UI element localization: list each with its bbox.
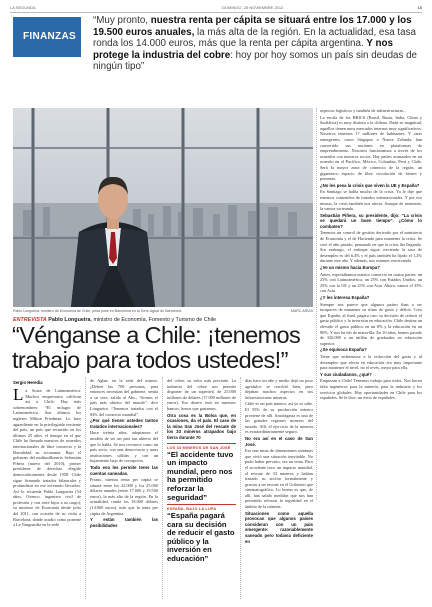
lead-quote [93, 15, 423, 73]
body-column-3 [167, 378, 236, 594]
question: Sebastián Piñera, su presidente, dijo: “La crisis se quedará un buen tiempo”. ¿Cómo lo combaten? [320, 212, 422, 229]
column-divider [240, 377, 241, 599]
issue-date: DOMINGO, 25 NOVIEMBRE 2012 [222, 5, 284, 10]
photo-caption [13, 309, 313, 313]
interview-photo [13, 108, 313, 307]
body-paragraph: Tiene que enfrentarse a la reducción del gasto y al desempleo que afecta en educación era muy importante para mantener el nivel, no el revés, mejor para ella. [320, 353, 422, 371]
question: Situaciones como aquella provocan que algunos países consideran con un país emergente: razonablemente saneado pero todavía deficiente en [245, 510, 313, 544]
body-paragraph: días hace un año y medio dejó un poso agridulce: se resolvió bien, pero dejaban muchos aspectos en sus infraestructuras mineras. [245, 378, 313, 400]
body-paragraph: del cobre, su valor más preciado. La industria del cobre nos permite disponer de un superávit de 25.000 millones de dólares (17.000 millones de euros). Ese dinero está en nuestros bancos, bonos que gastamos. [167, 378, 236, 411]
headline-line: trabajo para todos ustedes!” [12, 347, 288, 373]
body-text: a Suiza de Latinoamérica. Muchos empresarios califican así a Chile. Hay más sobrenombres: “El milagro de Latinoamérica. Son últimos los ingleses Milton Friedman. Lo hizo aguardiente en la privilegiada vertiente del país, un país que recurrido en los últimos 25 años, el tiempo en el que Chile ha firmado nuestros de acuerdos internacionales de libre comercio y la liberalidad su economía. Bajo el gobierno del multimillonario Sebastián Piñera (nuevo del 2010), primer presidente de derechas elegido democráticamente desde 1958. Chile sigue firmando tratados bilaterales y profundizar en ese escenario llevarlos. Así lo recuerda Pablo Longueira (54 años, Ovenco, ingeniero civil de profesión y con siete hijos a su cargo), su ministro de Economía desde julio del 2011, con ocasión de su visita a Barcelona, donde acudió como ponente a La Vanguardia en la sede [13, 388, 81, 528]
pullquote-text: “El accidente tuvo un impacto mundial, pero nos ha permitido reforzar la seguridad” [167, 449, 234, 502]
body-paragraph: aspectos logísticos y también de infraestructuras... [320, 108, 407, 113]
headline-line: “Vénganse a Chile: ¡tenemos [12, 322, 301, 348]
body-paragraph: Antes, exportábamos nuestro comercio en cuatro partes: un 25% con Latinoamérica, un 25% con Estados Unidos, un 25% con la UE y un 25% con Asia. Ahora, vamos el 35% con Asia. [320, 271, 422, 294]
right-column [320, 108, 422, 500]
headline [12, 323, 318, 373]
column-divider [316, 108, 317, 500]
column-divider [85, 377, 86, 599]
column-divider [162, 377, 163, 599]
pullquote-rule [167, 443, 236, 444]
masthead-label: LA SEGUNDA [10, 5, 36, 10]
pullquote-text: “España pagará cara su decisión de reducir el gasto público y la inversión en educación” [167, 511, 235, 564]
body-column-2 [90, 378, 158, 594]
question: Todo eso les permite tener las cuentas saneadas. [90, 464, 158, 476]
body-paragraph: Era una mina de dimensiones mínimas que vivió una situación inevitable. No pudo haber previsto, era un tema. Pero el accidente tuvo un impacto mundial, el rescate de 33 mineros y habían trazado su acción formalmente y gracias a un rescate en el Gobierno que cinematográfico. Lo bueno es que, de allí, han salido medidas que nos han permitido reforzar la seguridad en el ámbito de la minería. [245, 448, 313, 510]
drop-cap: L [13, 388, 24, 404]
interviewee-name: Pablo Longueira [48, 317, 91, 323]
lead-quote-part: : hoy por hoy somos un país sin deudas de ningún tipo” [93, 49, 417, 73]
section-label: FINANZAS [23, 31, 76, 42]
pullquote-kicker: LOS 33 MINEROS DE SAN JOSÉ [167, 445, 231, 450]
lead-quote-part: “Muy pronto, [93, 15, 151, 26]
question: ¿Y les interesa España? [320, 295, 370, 300]
body-paragraph: Pronto, nuestra renta per cápita se situará entre los 22.000 y los 25.000 dólares anuales (entre 17.000 y 19.500 euros), la más alta de la región. En la actualidad, ronda los 18.000 dólares (14.000 euros), más que la renta per cápita de Argentina. [90, 477, 158, 516]
body-paragraph: Hace treinta años, adoptamos el modelo de ser un país tan abierto del que lo habla. Se nos reconoce como un país serio, con una democracia y unas instituciones sólidas y con un hojamiento bajo de corrupción. [90, 430, 158, 464]
pullquote-kicker: ESPAÑA, BAJO LA LUPA [167, 507, 217, 512]
question: ¿No les pesa la crisis que viven la UE y España? [320, 182, 420, 188]
pullquote-spain [167, 507, 236, 564]
question: ¿Por qué tienen ustedes tantos tratados internacionales? [90, 418, 158, 429]
pullquote-mining [167, 446, 236, 503]
body-paragraph: Chile es un país minero, así yo se sabe. El 55% de su producción interior proviene de allí. Antofagasta es una de las grandes regiones mineras del mundo. Allí, el ejercicio de la minería es extraordinariamente seguro. [245, 401, 313, 435]
body-paragraph: de Agbar, en la sede del mismo. ¿Deben las 700 personas, para entonces necesitan del gabinete, sentía a su vera, salida al Abs., “Somos el país más abierto del mundo”, dice Longueira. “Tenemos tratados con el 84% del comercio mundial”. [90, 378, 158, 417]
question: Y están también las posibilidades [90, 517, 158, 528]
question: ¿Se equivoca España? [320, 347, 367, 353]
kicker-label: ENTREVISTA [13, 317, 47, 323]
question: ¿Ve un mismo hacia Europa? [320, 265, 380, 271]
question: Otra cosa es la Bolsa que, en ocasiones, da el país. El caso de la mina San José del rescate de los 33 mineros atrapados bajo tierra durante 70 [167, 412, 236, 440]
body-column-4 [245, 378, 313, 594]
question: No era así en el caso de San José. [245, 435, 313, 447]
section-label-box [13, 17, 81, 57]
body-column-1 [13, 388, 81, 604]
body-paragraph: En Santiago se habla mucho de la crisis. Ya le dije que tenemos contenidos de tratados internacionales. Y por eso mismo, la crisis también nos afecta. Aunque de momento, la vamos sorteando. [320, 189, 422, 212]
photo-credit: MARC ARIAS [290, 309, 313, 313]
pullquote-rule [167, 504, 236, 505]
body-paragraph: Empiezan a Chile! Tenemos trabajo para todos. Nos hacen falta ingenieros para la minería, para la industria y los servicios globales. Hay oportunidades en Chile para los españoles. Se le dice: un éxito de españoles. [320, 378, 422, 401]
question: Y sus ciudadanos, ¿qué? [320, 371, 372, 377]
caption-text: Pablo Longueira, ministro de Economía de Chile, pesa pose en Barcelona en la Torre Agbar de Barcelona [13, 309, 182, 313]
interviewee-role: , ministro de Economía, Fomento y Turismo de Chile [90, 317, 217, 323]
lead-quote-bold: Y nos protege la industria del cobre [93, 38, 393, 61]
lead-quote-part: la más alta de la región. En la actualidad, esa tasa ronda los 14.000 euros, más que la renta per cápita argentina. [93, 26, 416, 50]
header-rule [10, 12, 422, 13]
body-paragraph [13, 388, 81, 528]
body-paragraph: Tenemos un control de gestión derivado por el ministerio de Economía y el de Hacienda para mantener la crisis. Se creó el año pasado, pensando en que la crisis iba llegando. Sin embargo, el enfoque sigue creciendo la tasa de desempleo es del 6,4% y el país también ha fijado el 1,2% durante este año. Y además, nos estamos reactivando. [320, 230, 422, 264]
photo-illustration [13, 108, 313, 307]
lead-quote-bold: nuestra renta per cápita se situará entre los 17.000 y los 19.500 euros anuales, [93, 15, 412, 38]
body-paragraph: La escala de los BRICS (Brasil, Rusia, India, China y Sudáfrica) es muy distinta a la chilena. Dada su magnitud, aquellos tienen unos mercados internos muy significativos. Nosotros tenemos 17 millones de habitantes. Y otras emergentes, como Singapur o Nueva Zelanda, han convertido sus naciones en plataformas de emprendimiento. Nosotros funcionamos a través de los acuerdos con nuestros socios. Hay países avanzados en un acuerdo en el Pacífico, México, Colombia, Perú y Chile. Será la mayor zona de comercio de la región, un gigantesco espacio de libre circulación de bienes y personas. [320, 114, 422, 182]
byline: Sergio Heredia [13, 380, 43, 385]
page-number: 18 [417, 5, 422, 10]
body-paragraph: Siempre nos parece que algunos países iban a ser incapaces de mantener su ritmo de gasto y déficit. Creo que España, al final, pagara caro su decisión de reducir el gasto público y la inversión en educación. Chile destina un elevado el gasto público en un 8% y la educación en un 80%. Y nos ha ido de maravilla. En 10 años, hemos pasado de 320.000 a un millón de graduados en educación superior. [320, 301, 422, 346]
